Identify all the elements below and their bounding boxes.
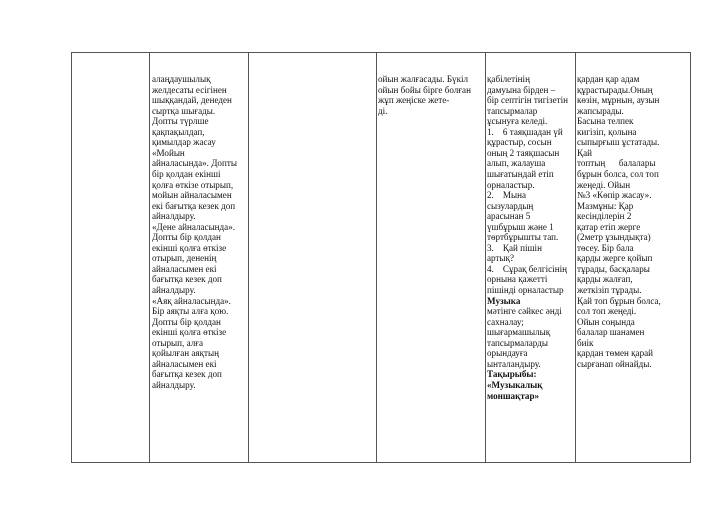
table-border-bottom [71, 462, 691, 463]
column-divider [149, 52, 150, 463]
cell-game-continuation: ойын жалғасады. Бүкіл ойын бойы бірге болған жұп жеңіске жете- ді. [378, 74, 471, 116]
column-divider [376, 52, 377, 463]
column-divider [248, 52, 249, 463]
column-divider [575, 52, 576, 463]
cell-physical-exercises: алаңдаушылық желдесаты есігінен шыққандай, денеден сыртқа шығады. Допты түрлше қақпақылдап, қимылдар жасау «Мойын айналасында». Допты бір қолдан екінші қолға өткізе отырып, мойын айналасымен екі бағытқа кезек доп айналдыру. «Дене айналасында». Допты бір қолдан екінші қолға өткізе отырып, дененің айналасымен екі бағытқа кезек доп айналдыру. «Аяқ айналасында». Бір аяқты алға қою. Допты бір қолдан екінші қолға өткізе отырып, алға қойылған аяқтың айналасымен екі бағытқа кезек доп айналдыру. [152, 74, 237, 390]
lesson-plan-table [71, 52, 691, 463]
topic-title: моншақтар» [487, 390, 540, 401]
music-heading: Музыка [487, 295, 521, 306]
topic-title: «Музыкалық [487, 379, 543, 390]
cell-math-music-tasks: қабілетінің дамуына бірден – бір септігін тигізетін тапсырмалар ұсынуға келеді. 1. 6 таяқшадан үй құрастыр, сосын оның 2 таяқшасын алып, жалауша шығатындай етіп орналастыр. 2. Мына сызулардың арасынан 5 үшбұрыш және 1 төртбұрышты тап. 3. Қай пішін артық? 4. Сұрақ белгісінің орнына қажетті пішінді орналастыр Музыка мәтінге сәйкес әнді сахналау; шығармашылық тапсырмаларды орындауға ынталандыру. Тақырыбы: «Музыкалық моншақтар» [487, 53, 575, 422]
column-divider [485, 52, 486, 463]
table-border-left [71, 52, 72, 463]
table-border-right [690, 52, 691, 463]
topic-label: Тақырыбы: [487, 369, 537, 380]
cell-outdoor-snow-games: қардан қар адам құрастырады.Оның көзін, мұрнын, аузын жапсырады. Басына телпек кигізіп, қолына сыпырғыш ұстатады. Қай топтың балалары бұрын болса, сол топ жеңеді. Ойын №3 «Көпір жасау». Мазмұны: Қар кесінділерін 2 қатар етіп жерге (2метр ұзындықта) төсеу. Бір бала қарды жерге қойып тұрады, басқалары қарды жалғап, жеткізіп тұрады. Қай топ бұрын болса, сол топ жеңеді. Ойын соңында балалар шанамен биік қардан төмен қарай сырғанап ойнайды. [577, 74, 661, 369]
